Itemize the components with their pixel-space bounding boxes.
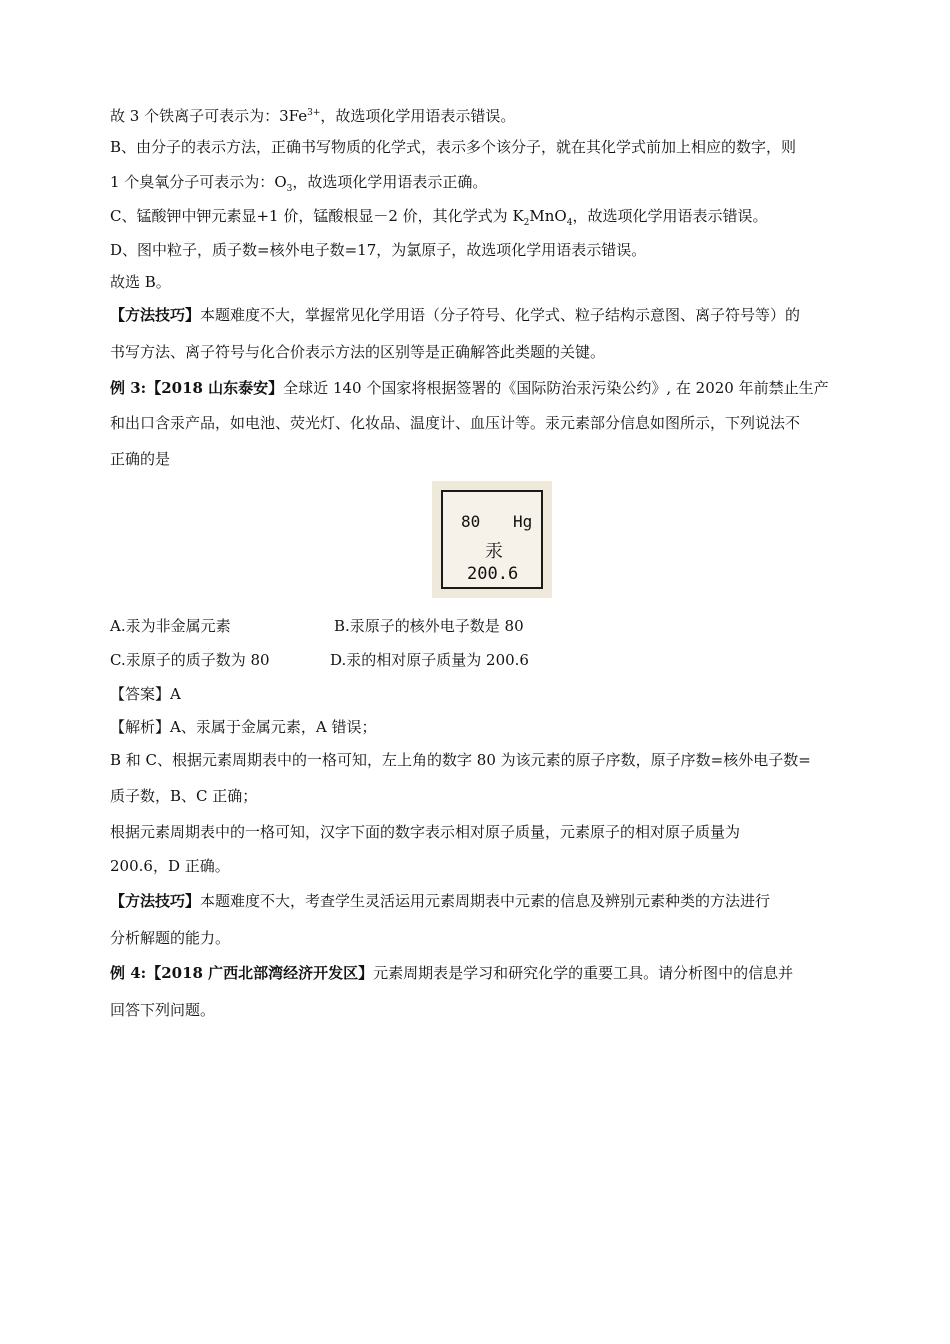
option-a: A.汞为非金属元素 xyxy=(110,617,231,635)
element-symbol: Hg xyxy=(513,512,533,531)
text-line: 故 3 个铁离子可表示为：$3Fe^{3+}$，故选项化学用语表示错误。 xyxy=(110,107,516,125)
element-card-border xyxy=(441,490,543,589)
text-line: C、锰酸钾中钾元素显+1 价，锰酸根显－2 价，其化学式为 $K_2MnO_4$，故选项化学用语表示错误。 xyxy=(110,207,768,228)
text-line: 质子数，B、C 正确； xyxy=(110,787,258,805)
method-tip-label: 【方法技巧】 xyxy=(110,306,201,324)
text-line: 200.6，D 正确。 xyxy=(110,857,230,875)
analysis-line: 【解析】A、汞属于金属元素，A 错误； xyxy=(110,718,377,736)
method-tip-line: 【方法技巧】本题难度不大，考查学生灵活运用元素周期表中元素的信息及辨别元素种类的方法进行 xyxy=(110,892,771,910)
atomic-mass: 200.6 xyxy=(467,564,519,584)
text-line: 书写方法、离子符号与化合价表示方法的区别等是正确解答此类题的关键。 xyxy=(110,343,606,361)
text-line: 1 个臭氧分子可表示为：$O_3$，故选项化学用语表示正确。 xyxy=(110,173,488,194)
option-b: B.汞原子的核外电子数是 80 xyxy=(334,617,524,635)
method-tip-label: 【方法技巧】 xyxy=(110,892,201,910)
example-3-heading: 例 3:【2018 山东泰安】全球近 140 个国家将根据签署的《国际防治汞污染公约》, 在 2020 年前禁止生产 xyxy=(110,379,829,397)
option-d: D.汞的相对原子质量为 200.6 xyxy=(330,651,529,669)
text-line: 根据元素周期表中的一格可知，汉字下面的数字表示相对原子质量，元素原子的相对原子质量为 xyxy=(110,823,741,841)
answer-value: A xyxy=(170,685,181,703)
method-tip-line: 【方法技巧】本题难度不大，掌握常见化学用语（分子符号、化学式、粒子结构示意图、离子符号等）的 xyxy=(110,306,801,324)
example-4-label: 例 4:【2018 广西北部湾经济开发区】 xyxy=(110,964,374,982)
text-line: D、图中粒子，质子数=核外电子数=17，为氯原子，故选项化学用语表示错误。 xyxy=(110,241,647,259)
element-card-image xyxy=(432,481,552,598)
text-line: 回答下列问题。 xyxy=(110,1001,216,1019)
example-4-heading: 例 4:【2018 广西北部湾经济开发区】元素周期表是学习和研究化学的重要工具。请分析图中的信息并 xyxy=(110,964,794,982)
text-line: 故选 B。 xyxy=(110,273,171,291)
example-3-label: 例 3:【2018 山东泰安】 xyxy=(110,379,284,397)
text-line: 分析解题的能力。 xyxy=(110,929,231,947)
analysis-label: 【解析】 xyxy=(110,718,171,736)
text-line: 正确的是 xyxy=(110,450,171,468)
atomic-number: 80 xyxy=(461,512,481,531)
text-line: 和出口含汞产品，如电池、荧光灯、化妆品、温度计、血压计等。汞元素部分信息如图所示，下列说法不 xyxy=(110,414,801,432)
element-name: 汞 xyxy=(485,541,503,562)
text-line: B、由分子的表示方法，正确书写物质的化学式，表示多个该分子，就在其化学式前加上相应的数字，则 xyxy=(110,138,797,156)
answer-label: 【答案】 xyxy=(110,685,171,703)
text-line: B 和 C、根据元素周期表中的一格可知，左上角的数字 80 为该元素的原子序数，原子序数=核外电子数= xyxy=(110,751,811,769)
option-c: C.汞原子的质子数为 80 xyxy=(110,651,270,669)
answer-line xyxy=(110,684,840,704)
